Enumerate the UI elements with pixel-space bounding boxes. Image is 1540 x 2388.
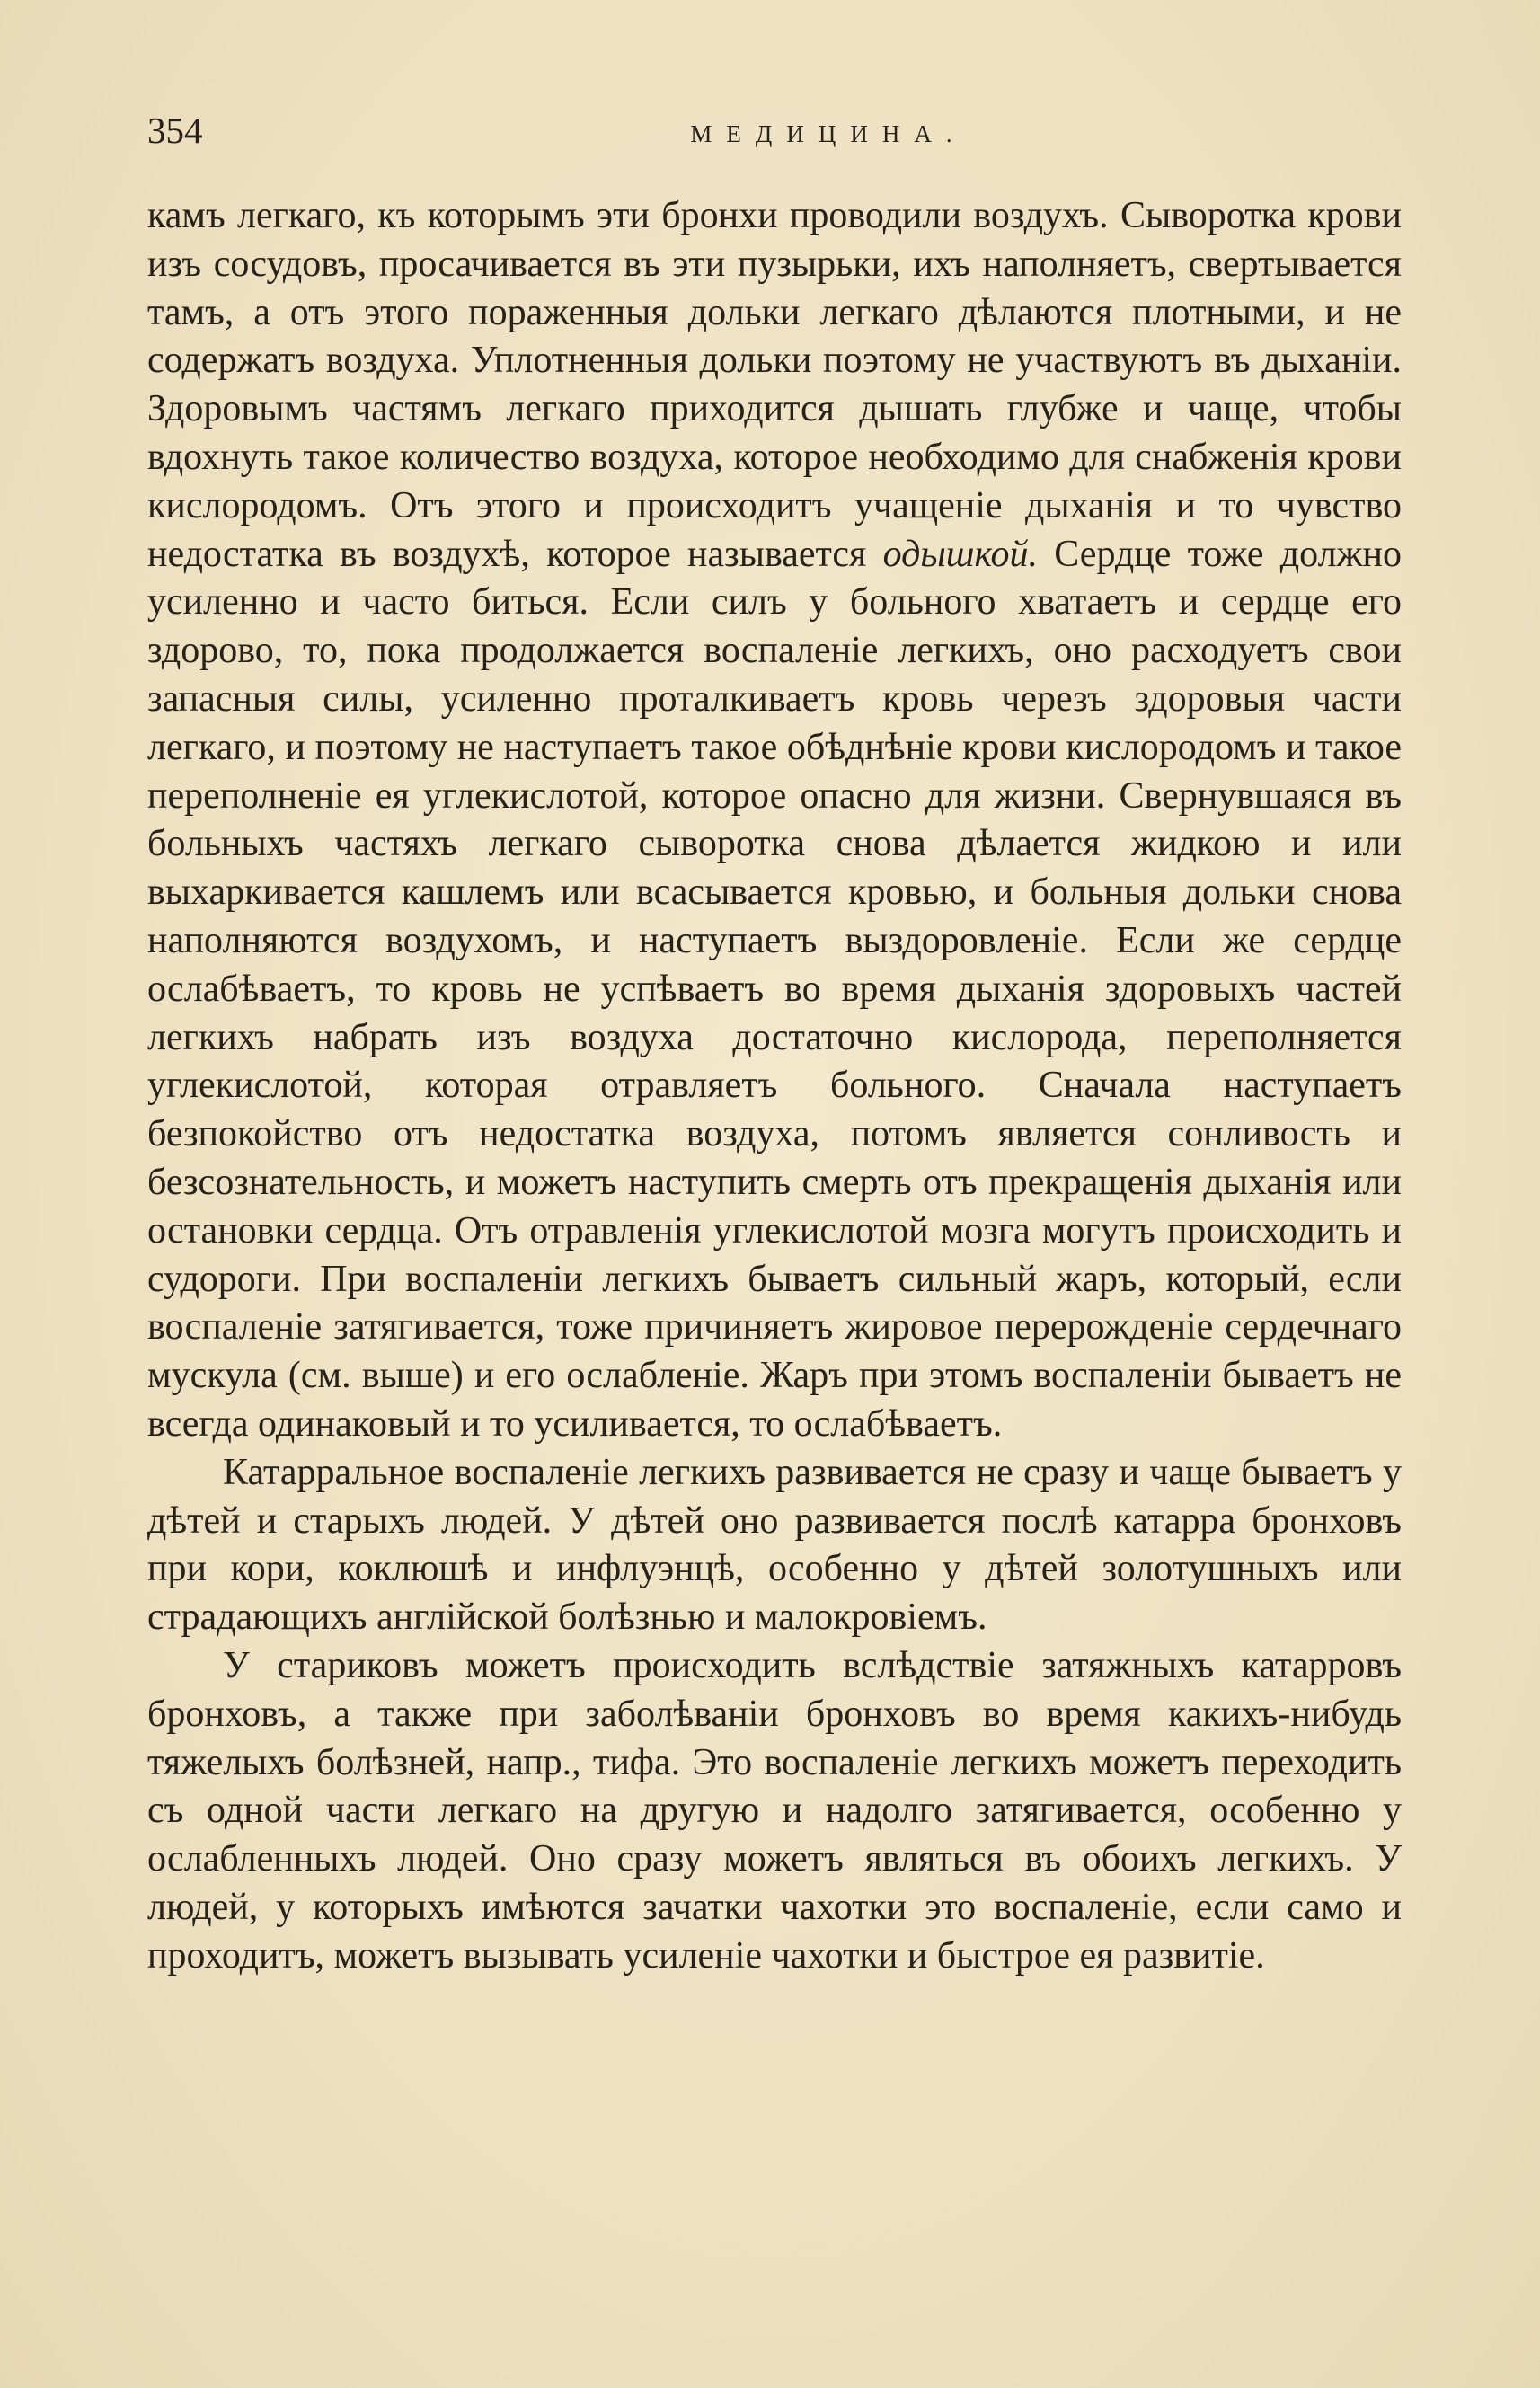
paragraph-1	[147, 192, 1402, 1449]
body-text	[147, 192, 1402, 1980]
paragraph-3: У стариковъ можетъ происходить вслѣдствіе затяжныхъ катарровъ бронховъ, а также при заболѣваніи бронховъ во время какихъ-нибудь тяжелыхъ болѣзней, напр., тифа. Это воспаленіе легкихъ можетъ переходить съ одной части легкаго на другую и надолго затягивается, особенно у ослабленныхъ людей. Оно сразу можетъ являться въ обоихъ легкихъ. У людей, у которыхъ имѣются зачатки чахотки это воспаленіе, если само и проходитъ, можетъ вызывать усиленіе чахотки и быстрое ея развитіе.	[147, 1644, 1402, 1977]
paragraph-1-text-start: камъ легкаго, къ которымъ эти бронхи проводили воздухъ. Сыворотка крови изъ сосудовъ, просачивается въ эти пузырьки, ихъ наполняетъ, свертывается тамъ, а отъ этого пораженныя дольки легкаго дѣлаются плотными, и не содержатъ воздуха. Уплотненныя дольки поэтому не участвуютъ въ дыханіи. Здоровымъ частямъ легкаго приходится дышать глубже и чаще, чтобы вдохнуть такое количество воздуха, которое необходимо для снабженія крови кислородомъ. Отъ этого и происходитъ учащеніе дыханія и то чувство недостатка въ воздухѣ, которое называется	[147, 195, 1402, 575]
paragraph-2: Катарральное воспаленіе легкихъ развивается не сразу и чаще бываетъ у дѣтей и старыхъ людей. У дѣтей оно развивается послѣ катарра бронховъ при кори, коклюшѣ и инфлуэнцѣ, особенно у дѣтей золотушныхъ или страдающихъ англійской болѣзнью и малокровіемъ.	[147, 1451, 1402, 1639]
running-title: МЕДИЦИНА.	[690, 120, 967, 147]
paragraph-1-text-end: Сердце тоже должно усиленно и часто биться. Если силъ у больного хватаетъ и сердце его здорово, то, пока продолжается воспаленіе легкихъ, оно расходуетъ свои запасныя силы, усиленно проталкиваетъ кровь черезъ здоровыя части легкаго, и поэтому не наступаетъ такое обѣднѣніе крови кислородомъ и такое переполненіе ея углекислотой, которое опасно для жизни. Свернувшаяся въ больныхъ частяхъ легкаго сыворотка снова дѣлается жидкою и или выхаркивается кашлемъ или всасывается кровью, и больныя дольки снова наполняются воздухомъ, и наступаетъ выздоровленіе. Если же сердце ослабѣваетъ, то кровь не успѣваетъ во время дыханія здоровыхъ частей легкихъ набрать изъ воздуха достаточно кислорода, переполняется углекислотой, которая отравляетъ больного. Сначала наступаетъ безпокойство отъ недостатка воздуха, потомъ является сонливость и безсознательность, и можетъ наступить смерть отъ прекращенія дыханія или остановки сердца. Отъ отравленія углекислотой мозга могутъ происходить и судороги. При воспаленіи легкихъ бываетъ сильный жаръ, который, если воспаленіе затягивается, тоже причиняетъ жировое перерожденіе сердечнаго мускула (см. выше) и его ослабленіе. Жаръ при этомъ воспаленіи бываетъ не всегда одинаковый и то усиливается, то ослабѣваетъ.	[147, 533, 1403, 1445]
page-number: 354	[147, 110, 203, 151]
page-header	[147, 106, 1402, 155]
italic-term: одышкой.	[882, 533, 1039, 575]
